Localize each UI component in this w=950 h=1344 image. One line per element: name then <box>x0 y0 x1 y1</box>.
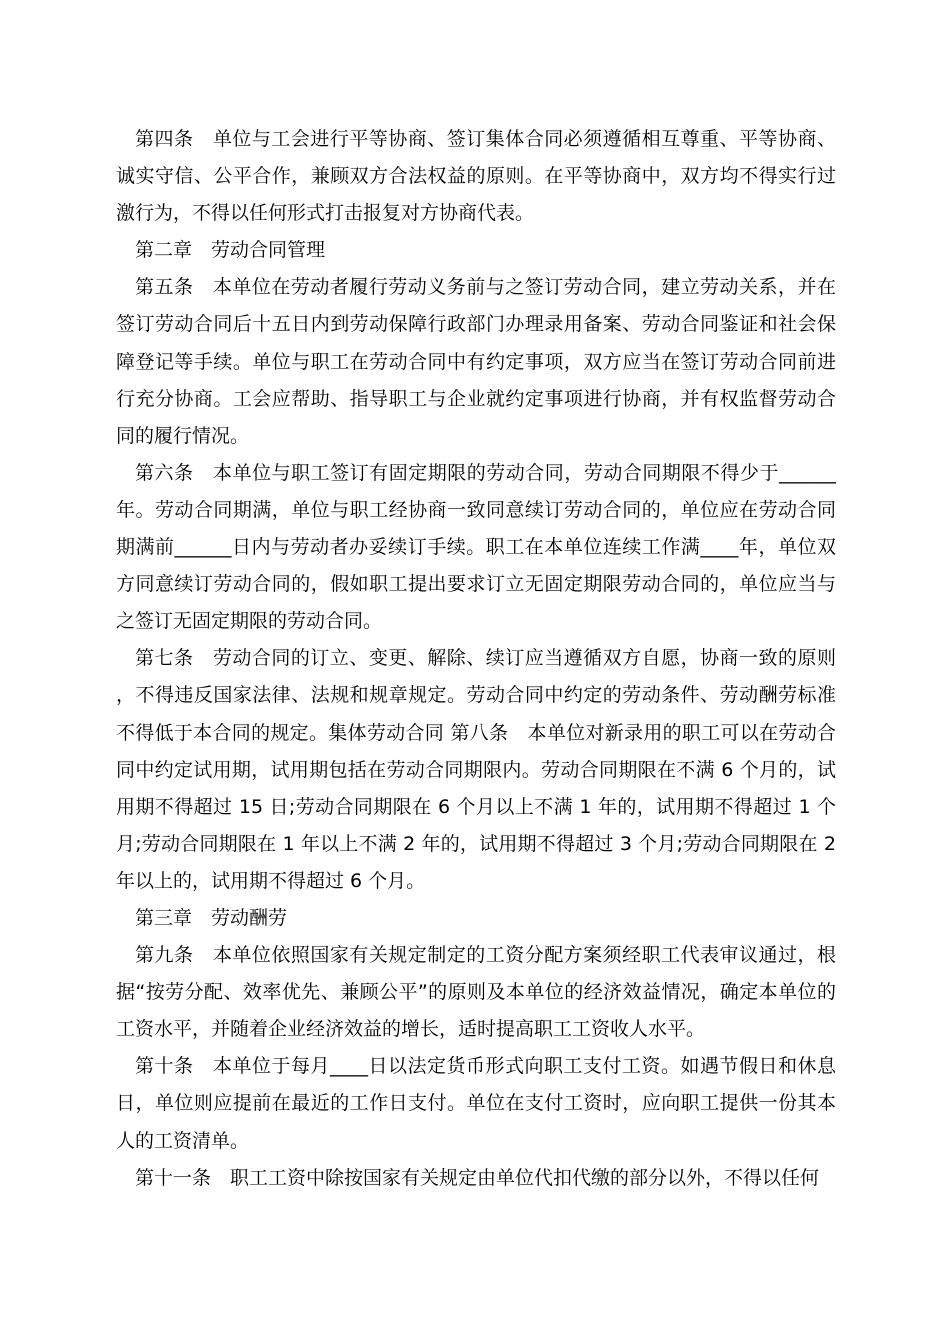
article-10-paragraph: 第十条 本单位于每月____日以法定货币形式向职工支付工资。如遇节假日和休息日，单位则应提前在最近的工作日支付。单位在支付工资时，应向职工提供一份其本人的工资清单。 <box>116 1055 836 1152</box>
article-9-paragraph: 第九条 本单位依照国家有关规定制定的工资分配方案须经职工代表审议通过，根据“按劳分配、效率优先、兼顾公平”的原则及本单位的经济效益情况，确定本单位的工资水平，并随着企业经济效益的增长，适时提高职工工资收人水平。 <box>116 944 836 1041</box>
article-7-8-paragraph: 第七条 劳动合同的订立、变更、解除、续订应当遵循双方自愿，协商一致的原则，不得违反国家法律、法规和规章规定。劳动合同中约定的劳动条件、劳动酬劳标准不得低于本合同的规定。集体劳动合同 第八条 本单位对新录用的职工可以在劳动合同中约定试用期，试用期包括在劳动合同期限内。劳动合同期限在不满 6 个月的，试用期不得超过 15 日;劳动合同期限在 6 个月以上不满 1 年的，试用期不得超过 1 个月;劳动合同期限在 1 年以上不满 2 年的，试用期不得超过 3 个月;劳动合同期限在 2 年以上的，试用期不得超过 6 个月。 <box>116 647 836 892</box>
chapter-3-heading: 第三章 劳动酬劳 <box>135 906 288 929</box>
article-11-paragraph: 第十一条 职工工资中除按国家有关规定由单位代扣代缴的部分以外，不得以任何 <box>135 1166 820 1189</box>
article-6-paragraph: 第六条 本单位与职工签订有固定期限的劳动合同，劳动合同期限不得少于______年。劳动合同期满，单位与职工经协商一致同意续订劳动合同的，单位应在劳动合同期满前______日内与劳动者办妥续订手续。职工在本单位连续工作满____年，单位双方同意续订劳动合同的，假如职工提出要求订立无固定期限劳动合同的，单位应当与之签订无固定期限的劳动合同。 <box>116 461 836 633</box>
document-page <box>116 121 836 1197</box>
article-5-paragraph: 第五条 本单位在劳动者履行劳动义务前与之签订劳动合同，建立劳动关系，并在签订劳动合同后十五日内到劳动保障行政部门办理录用备案、劳动合同鉴证和社会保障登记等手续。单位与职工在劳动合同中有约定事项，双方应当在签订劳动合同前进行充分协商。工会应帮助、指导职工与企业就约定事项进行协商，并有权监督劳动合同的履行情况。 <box>116 276 836 447</box>
article-4-paragraph: 第四条 单位与工会进行平等协商、签订集体合同必须遵循相互尊重、平等协商、诚实守信、公平合作，兼顾双方合法权益的原则。在平等协商中，双方均不得实行过激行为，不得以任何形式打击报复对方协商代表。 <box>116 128 836 225</box>
chapter-2-heading: 第二章 劳动合同管理 <box>135 239 326 262</box>
